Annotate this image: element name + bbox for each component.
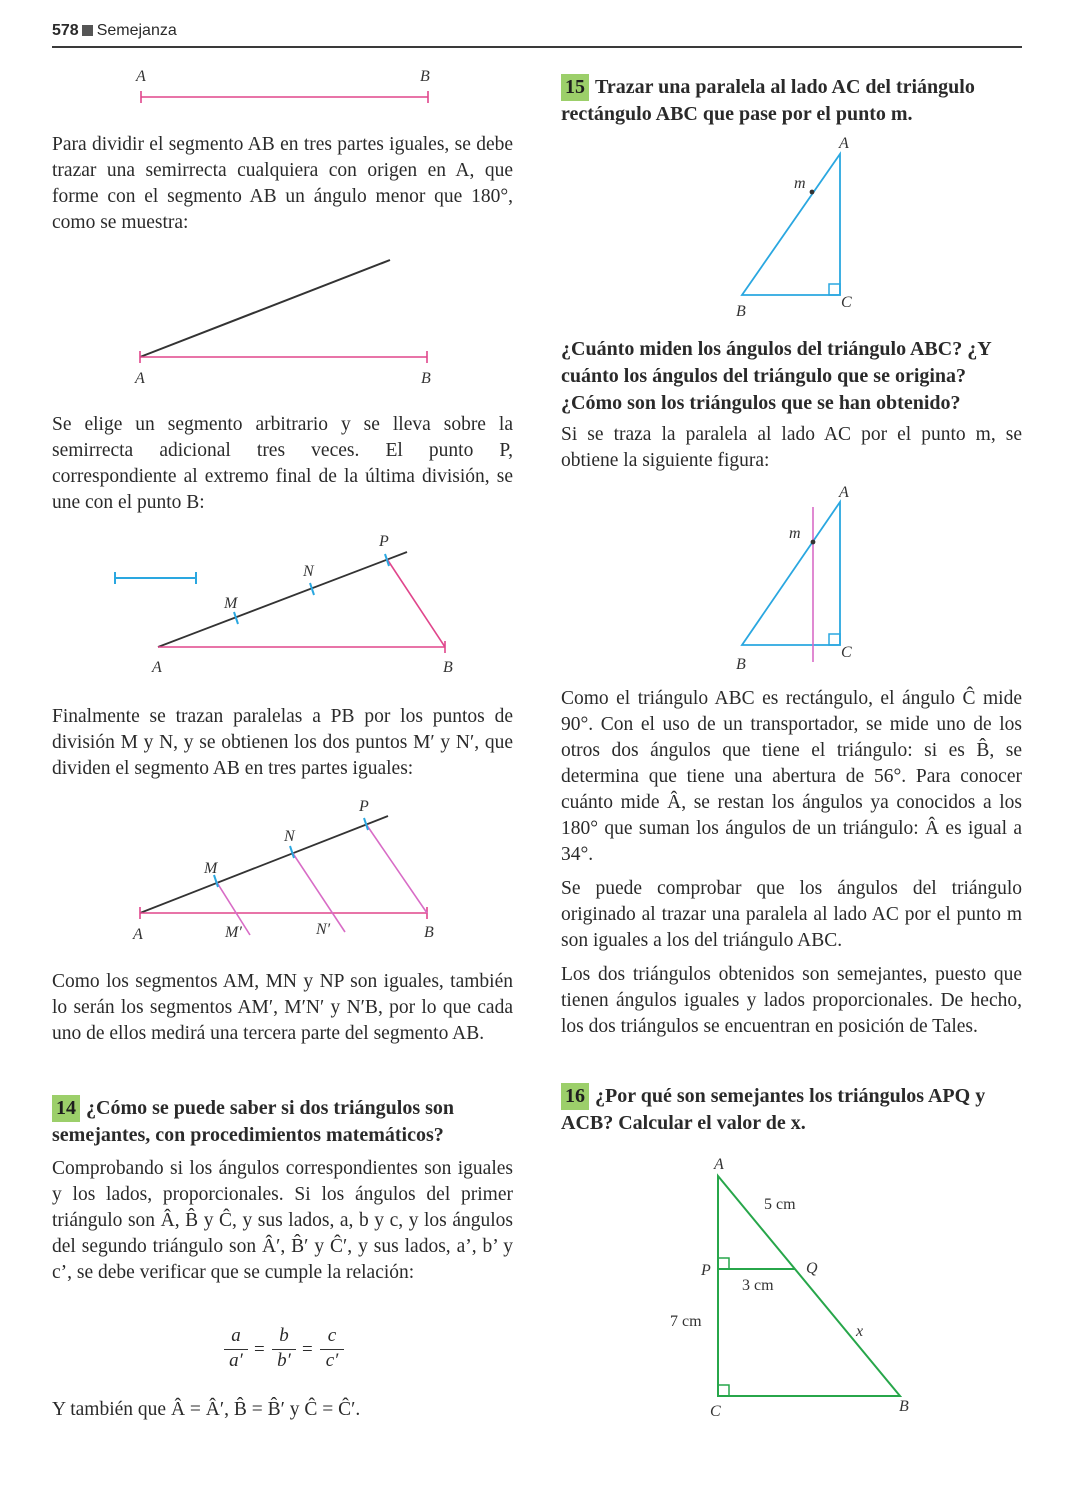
- right-angle-mark-c: [718, 1385, 729, 1396]
- triangle-abc: [742, 502, 840, 645]
- label-b: B: [424, 924, 434, 941]
- label-n: N: [303, 563, 314, 580]
- label-c: C: [841, 294, 852, 311]
- label-b: B: [421, 370, 431, 387]
- figure-parallels: [130, 795, 440, 945]
- question-text: ¿Cómo se puede saber si dos triángulos son semejantes, con procedimientos matemáticos?: [52, 1097, 455, 1146]
- segment-pb: [387, 559, 445, 647]
- label-a: A: [152, 659, 162, 676]
- paragraph-8: Como el triángulo ABC es rectángulo, el ángulo Ĉ mide 90°. Con el uso de un transportador, se mide uno de los otros dos ángulos que tiene el triángulo: si es B̂, se determina que tiene una abertura de 56°. Para conocer cuánto mide Â, se restan los ángulos ya conocidos a los 180° que suman los ángulos de un triángulo: Â es igual a 34°.: [561, 688, 1022, 865]
- question-badge: 15: [561, 74, 589, 101]
- label-m: m: [789, 525, 801, 542]
- label-m: M: [224, 595, 238, 612]
- question-badge: 16: [561, 1083, 589, 1110]
- label-3cm: 3 cm: [742, 1277, 774, 1294]
- label-x: x: [856, 1323, 864, 1340]
- label-a: A: [839, 484, 849, 501]
- label-p: P: [701, 1262, 711, 1279]
- page-number: 578: [52, 22, 79, 39]
- equals-1: =: [254, 1339, 265, 1360]
- paragraph-4: Como los segmentos AM, MN y NP son iguales, también lo serán los segmentos AM′, M′N′ y N′B, por lo que cada uno de ellos medirá una tercera parte del segmento AB.: [52, 971, 513, 1044]
- question-15: [561, 74, 1022, 128]
- paragraph-3: Finalmente se trazan paralelas a PB por los puntos de división M y N, y se obtienen los dos puntos M′ y N′, que dividen el segmento AB en tres partes iguales:: [52, 706, 513, 779]
- question-badge: 14: [52, 1095, 80, 1122]
- label-c: C: [841, 644, 852, 661]
- label-5cm: 5 cm: [764, 1196, 796, 1213]
- label-a: A: [133, 926, 143, 943]
- label-m: M: [204, 860, 218, 877]
- figure-triangle-parallel: [730, 480, 870, 675]
- paragraph-5: Comprobando si los ángulos correspondientes son iguales y los lados, proporcionales. Si los ángulos del primer triángulo son Â, B̂ y Ĉ, y sus lados, a, b y c, y los ángulos del segundo triángulo son Â′, B̂′ y Ĉ′, y sus lados, a’, b’ y c’, se debe verificar que se cumple la relación:: [52, 1158, 513, 1283]
- right-angle-mark: [829, 284, 840, 295]
- parallel-n: [292, 852, 345, 932]
- triangle-abc: [742, 154, 840, 295]
- label-a: A: [839, 135, 849, 152]
- square-icon: [82, 25, 93, 36]
- paragraph-7: Si se traza la paralela al lado AC por el punto m, se obtiene la siguiente figura:: [561, 424, 1022, 471]
- paragraph-2: Se elige un segmento arbitrario y se lleva sobre la semirrecta adicional tres veces. El punto P, correspondiente al extremo final de la última división, se une con el punto B:: [52, 414, 513, 513]
- paragraph-1: Para dividir el segmento AB en tres partes iguales, se debe trazar una semirrecta cualquiera con origen en A, que forme con el segmento AB un ángulo menor que 180°, como se muestra:: [52, 134, 513, 233]
- figure-segment-ab: [130, 62, 440, 107]
- tick-n: [290, 846, 294, 858]
- label-a: A: [714, 1156, 724, 1173]
- label-m: m: [794, 175, 806, 192]
- ray-line: [140, 816, 388, 913]
- label-p: P: [359, 798, 369, 815]
- question-15-part-b: ¿Cuánto miden los ángulos del triángulo ABC? ¿Y cuánto los ángulos del triángulo que se origina? ¿Cómo son los triángulos que se han obtenido?: [561, 338, 991, 414]
- point-m: [811, 540, 816, 545]
- point-m: [810, 190, 815, 195]
- question-text: ¿Por qué son semejantes los triángulos APQ y ACB? Calcular el valor de x.: [561, 1085, 986, 1134]
- paragraph-6: Y también que Â = Â′, B̂ = B̂′ y Ĉ = Ĉ′.: [52, 1399, 361, 1420]
- question-16: [561, 1083, 1022, 1137]
- fraction-b: b b′: [272, 1325, 296, 1374]
- ray-line: [140, 260, 390, 357]
- label-7cm: 7 cm: [670, 1313, 702, 1330]
- label-n-prime: N′: [316, 921, 331, 938]
- section-title: Semejanza: [96, 22, 177, 39]
- fraction-c: c c′: [320, 1325, 344, 1374]
- right-angle-mark: [829, 634, 840, 645]
- fraction-a: a a′: [224, 1325, 248, 1374]
- question-14: [52, 1095, 513, 1149]
- label-b: B: [443, 659, 453, 676]
- paragraph-9: Se puede comprobar que los ángulos del triángulo originado al trazar una paralela al lado AC por el punto m son iguales a los del triángulo ABC.: [561, 878, 1022, 951]
- figure-division: [112, 530, 472, 680]
- label-b: B: [736, 656, 746, 673]
- label-b: B: [420, 68, 430, 85]
- ratio-formula: [224, 1325, 354, 1385]
- parallel-pb: [366, 824, 427, 913]
- label-c: C: [710, 1403, 721, 1420]
- label-b: B: [899, 1398, 909, 1415]
- equals-2: =: [302, 1339, 313, 1360]
- label-a: A: [136, 68, 146, 85]
- paragraph-10: Los dos triángulos obtenidos son semejantes, puesto que tienen ángulos iguales y lados proporcionales. De hecho, los dos triángulos se encuentran en posición de Tales.: [561, 964, 1022, 1037]
- label-q: Q: [806, 1260, 818, 1277]
- figure-triangle-apq-acb: [660, 1148, 930, 1423]
- label-a: A: [135, 370, 145, 387]
- figure-triangle-abc: [730, 132, 870, 322]
- label-m-prime: M′: [225, 924, 242, 941]
- figure-ray: [130, 255, 440, 390]
- ray-line: [158, 552, 407, 647]
- label-p: P: [379, 533, 389, 550]
- label-b: B: [736, 303, 746, 320]
- page-header: [52, 22, 1022, 48]
- label-n: N: [284, 828, 295, 845]
- question-text: Trazar una paralela al lado AC del triángulo rectángulo ABC que pase por el punto m.: [561, 76, 975, 125]
- right-angle-mark-p: [718, 1258, 729, 1269]
